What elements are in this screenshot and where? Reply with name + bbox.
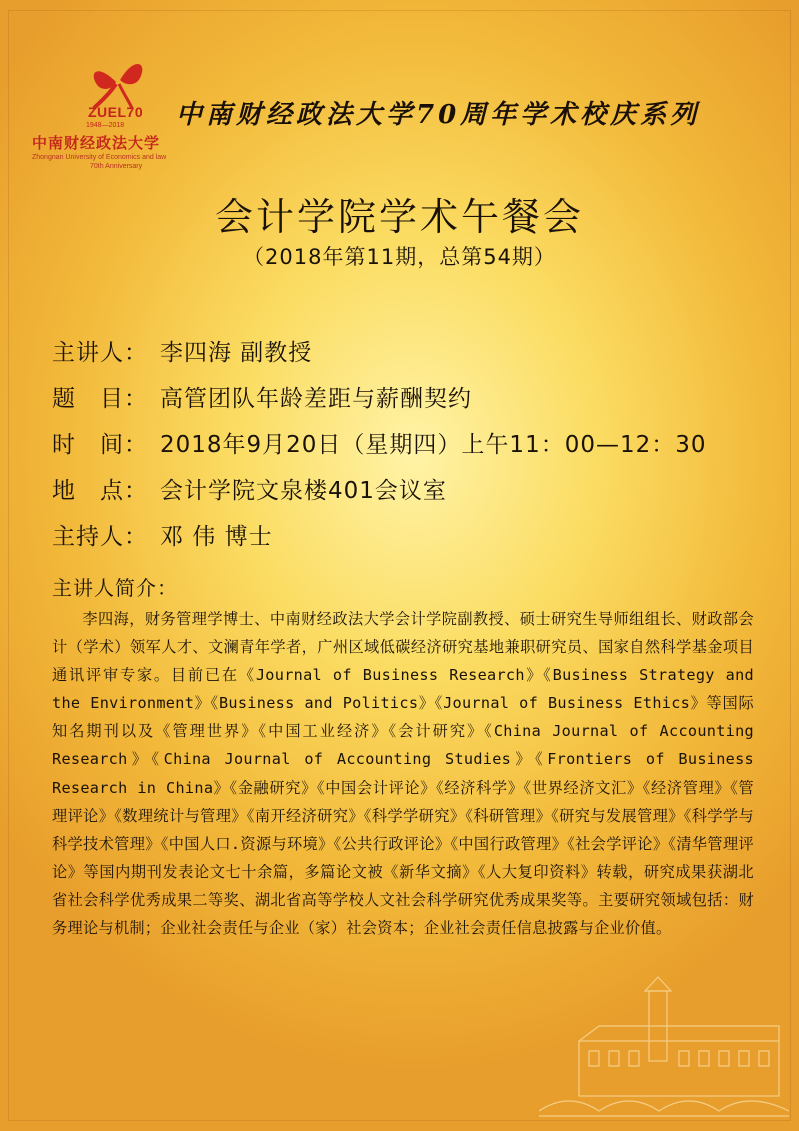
logo-chinese-name: 中南财经政法大学 [32, 134, 161, 152]
page-title: 会计学院学术午餐会 [214, 195, 584, 239]
speaker-row [52, 330, 772, 376]
location-row [52, 468, 772, 514]
issue-subtitle: （2018年第11期，总第54期） [243, 245, 556, 269]
time-value: 2018年9月20日（星期四）上午11：00—12：30 [160, 432, 707, 458]
host-value: 邓 伟 博士 [160, 524, 273, 550]
intro-heading: 主讲人简介： [52, 576, 178, 600]
speaker-value: 李四海 副教授 [160, 340, 313, 366]
time-row [52, 422, 772, 468]
location-label: 地 点： [52, 478, 148, 504]
series-title: 中南财经政法大学70周年学术校庆系列 [176, 100, 701, 130]
location-value: 会计学院文泉楼401会议室 [160, 478, 447, 504]
host-row [52, 514, 772, 560]
logo-anniversary: 70th Anniversary [90, 163, 143, 170]
time-label: 时 间： [52, 432, 148, 458]
topic-label: 题 目： [52, 386, 148, 412]
university-logo [28, 52, 188, 182]
host-label: 主持人： [52, 524, 148, 550]
speaker-label: 主讲人： [52, 340, 148, 366]
campus-building-icon [539, 971, 789, 1121]
butterfly-emblem-icon [86, 52, 166, 112]
topic-value: 高管团队年龄差距与薪酬契约 [160, 386, 472, 412]
logo-english-name: Zhongnan University of Economics and law [32, 154, 167, 161]
logo-badge: ZUEL70 [88, 104, 144, 120]
event-info [52, 330, 772, 560]
logo-years: 1948—2018 [86, 122, 125, 129]
speaker-bio: 李四海，财务管理学博士、中南财经政法大学会计学院副教授、硕士研究生导师组组长、财政部会计（学术）领军人才、文澜青年学者，广州区域低碳经济研究基地兼职研究员、国家自然科学基金项目通讯评审专家。目前已在《Journal of Business Research》《Business Strategy and the Environment》《Business and Politics》《Journal of Business Ethics》等国际知名期刊以及《管理世界》《中国工业经济》《会计研究》《China Journal of Accounting Research》《China Journal of Accounting Studies》《Frontiers of Business Research in China》《金融研究》《中国会计评论》《经济科学》《世界经济文汇》《经济管理》《管理评论》《数理统计与管理》《南开经济研究》《科学学研究》《科研管理》《研究与发展管理》《科学学与科学技术管理》《中国人口.资源与环境》《公共行政评论》《中国行政管理》《社会学评论》《清华管理评论》等国内期刊发表论文七十余篇，多篇论文被《新华文摘》《人大复印资料》转载，研究成果获湖北省社会科学优秀成果二等奖、湖北省高等学校人文社会科学研究优秀成果奖等。主要研究领域包括：财务理论与机制；企业社会责任与企业（家）社会资本；企业社会责任信息披露与企业价值。 [52, 610, 754, 938]
topic-row [52, 376, 772, 422]
